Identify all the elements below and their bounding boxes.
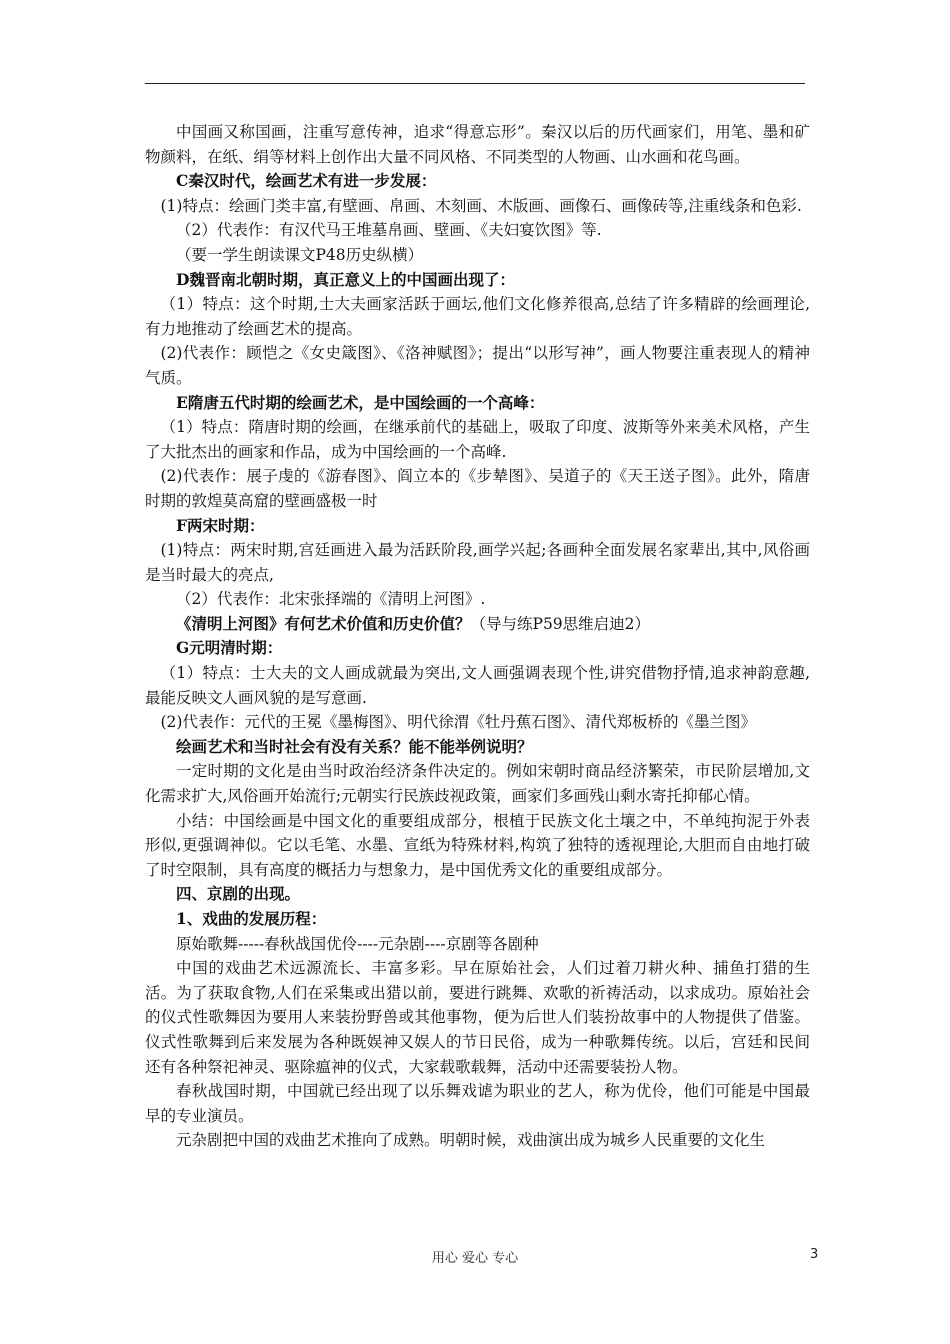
paragraph [145, 809, 810, 883]
paragraph [145, 587, 810, 612]
paragraph [145, 120, 810, 169]
paragraph [145, 292, 810, 341]
paragraph [145, 1079, 810, 1128]
paragraph-text: (1)特点：绘画门类丰富,有壁画、帛画、木刻画、木版画、画像石、画像砖等,注重线条和色彩. [160, 196, 802, 215]
paragraph-text: 小结：中国绘画是中国文化的重要组成部分，根植于民族文化土壤之中，不单纯拘泥于外表形似,更强调神似。它以毛笔、水墨、宣纸为特殊材料,构筑了独特的透视理论,大胆而自由地打破了时空限制，具有高度的概括力与想象力，是中国优秀文化的重要组成部分。 [145, 811, 810, 879]
paragraph-note: （导与练P59思维启迪2） [470, 614, 651, 633]
paragraph-text: G元明清时期： [176, 638, 283, 658]
paragraph-text: C秦汉时代，绘画艺术有进一步发展： [176, 171, 437, 191]
section-heading [145, 612, 810, 637]
section-heading [145, 882, 810, 907]
paragraph [145, 759, 810, 808]
footer-motto: 用心 爱心 专心 [431, 1251, 519, 1266]
header-rule [145, 83, 805, 84]
paragraph [145, 194, 810, 219]
paragraph [145, 243, 810, 268]
paragraph-text: (2)代表作：元代的王冕《墨梅图》、明代徐渭《牡丹蕉石图》、清代郑板桥的《墨兰图》 [160, 713, 756, 732]
paragraph [145, 341, 810, 390]
paragraph-text: 四、京剧的出现。 [176, 884, 301, 904]
paragraph-text: （要一学生朗读课文P48历史纵横） [176, 245, 424, 264]
paragraph [145, 415, 810, 464]
paragraph [145, 932, 810, 957]
paragraph-text: (2)代表作：展子虔的《游春图》、阎立本的《步辇图》、吴道子的《天王送子图》。此外，隋唐时期的敦煌莫高窟的壁画盛极一时 [145, 467, 810, 510]
paragraph-text: 春秋战国时期，中国就已经出现了以乐舞戏谑为职业的艺人，称为优伶，他们可能是中国最早的专业演员。 [145, 1082, 810, 1125]
paragraph-text: 中国的戏曲艺术远源流长、丰富多彩。早在原始社会，人们过着刀耕火种、捕鱼打猎的生活。为了获取食物,人们在采集或出猎以前，要进行跳舞、欢歌的祈祷活动，以求成功。原始社会的仪式性歌舞因为要用人来装扮野兽或其他事物，便为后世人们装扮故事中的人物提供了借鉴。仪式性歌舞到后来发展为各种既娱神又娱人的节日民俗，成为一种歌舞传统。以后，宫廷和民间还有各种祭祀神灵、驱除瘟神的仪式，大家载歌载舞，活动中还需要装扮人物。 [145, 959, 810, 1076]
paragraph-text: （2）代表作：有汉代马王堆墓帛画、壁画、《夫妇宴饮图》等. [176, 221, 602, 240]
paragraph-text: 元杂剧把中国的戏曲艺术推向了成熟。明朝时候，戏曲演出成为城乡人民重要的文化生 [176, 1131, 766, 1150]
paragraph-text: （1）特点：士大夫的文人画成就最为突出,文人画强调表现个性,讲究借物抒情,追求神韵意趣,最能反映文人画风貌的是写意画. [145, 664, 810, 707]
section-heading [145, 907, 810, 932]
paragraph-text: (2)代表作：顾恺之《女史箴图》、《洛神赋图》；提出“以形写神”，画人物要注重表现人的精神气质。 [145, 344, 810, 387]
paragraph-text: E隋唐五代时期的绘画艺术，是中国绘画的一个高峰： [176, 392, 545, 412]
section-heading [145, 514, 810, 539]
paragraph-text: （1）特点：这个时期,士大夫画家活跃于画坛,他们文化修养很高,总结了许多精辟的绘画理论,有力地推动了绘画艺术的提高。 [145, 295, 810, 338]
paragraph [145, 538, 810, 587]
paragraph [145, 956, 810, 1079]
paragraph [145, 464, 810, 513]
paragraph-text: 原始歌舞-----春秋战国优伶----元杂剧----京剧等各剧种 [176, 934, 539, 953]
paragraph-text: 中国画又称国画，注重写意传神，追求“得意忘形”。秦汉以后的历代画家们，用笔、墨和矿物颜料，在纸、绢等材料上创作出大量不同风格、不同类型的人物画、山水画和花鸟画。 [145, 123, 810, 166]
paragraph [145, 218, 810, 243]
section-heading [145, 169, 810, 194]
paragraph-text: (1)特点：两宋时期,宫廷画进入最为活跃阶段,画学兴起;各画种全面发展名家辈出,其中,风俗画是当时最大的亮点, [145, 541, 810, 584]
paragraph [145, 710, 810, 735]
page-number: 3 [810, 1247, 819, 1262]
section-heading [145, 735, 810, 760]
paragraph [145, 661, 810, 710]
paragraph [145, 1128, 810, 1153]
paragraph-text: 1、戏曲的发展历程： [176, 909, 327, 928]
document-body [145, 120, 810, 1153]
paragraph-text: 一定时期的文化是由当时政治经济条件决定的。例如宋朝时商品经济繁荣，市民阶层增加,文化需求扩大,风俗画开始流行;元朝实行民族歧视政策，画家们多画残山剩水寄托抑郁心情。 [145, 762, 810, 806]
paragraph-text: （2）代表作：北宋张择端的《清明上河图》. [176, 590, 486, 609]
section-heading [145, 391, 810, 416]
paragraph-text: D魏晋南北朝时期，真正意义上的中国画出现了： [176, 269, 515, 289]
paragraph-text: 《清明上河图》有何艺术价值和历史价值？ [176, 613, 471, 633]
paragraph-text: F两宋时期： [176, 515, 265, 535]
section-heading [145, 268, 810, 293]
paragraph-text: （1）特点：隋唐时期的绘画，在继承前代的基础上，吸取了印度、波斯等外来美术风格，产生了大批杰出的画家和作品，成为中国绘画的一个高峰. [145, 418, 810, 461]
section-heading [145, 636, 810, 661]
paragraph-text: 绘画艺术和当时社会有没有关系？能不能举例说明？ [176, 736, 533, 756]
